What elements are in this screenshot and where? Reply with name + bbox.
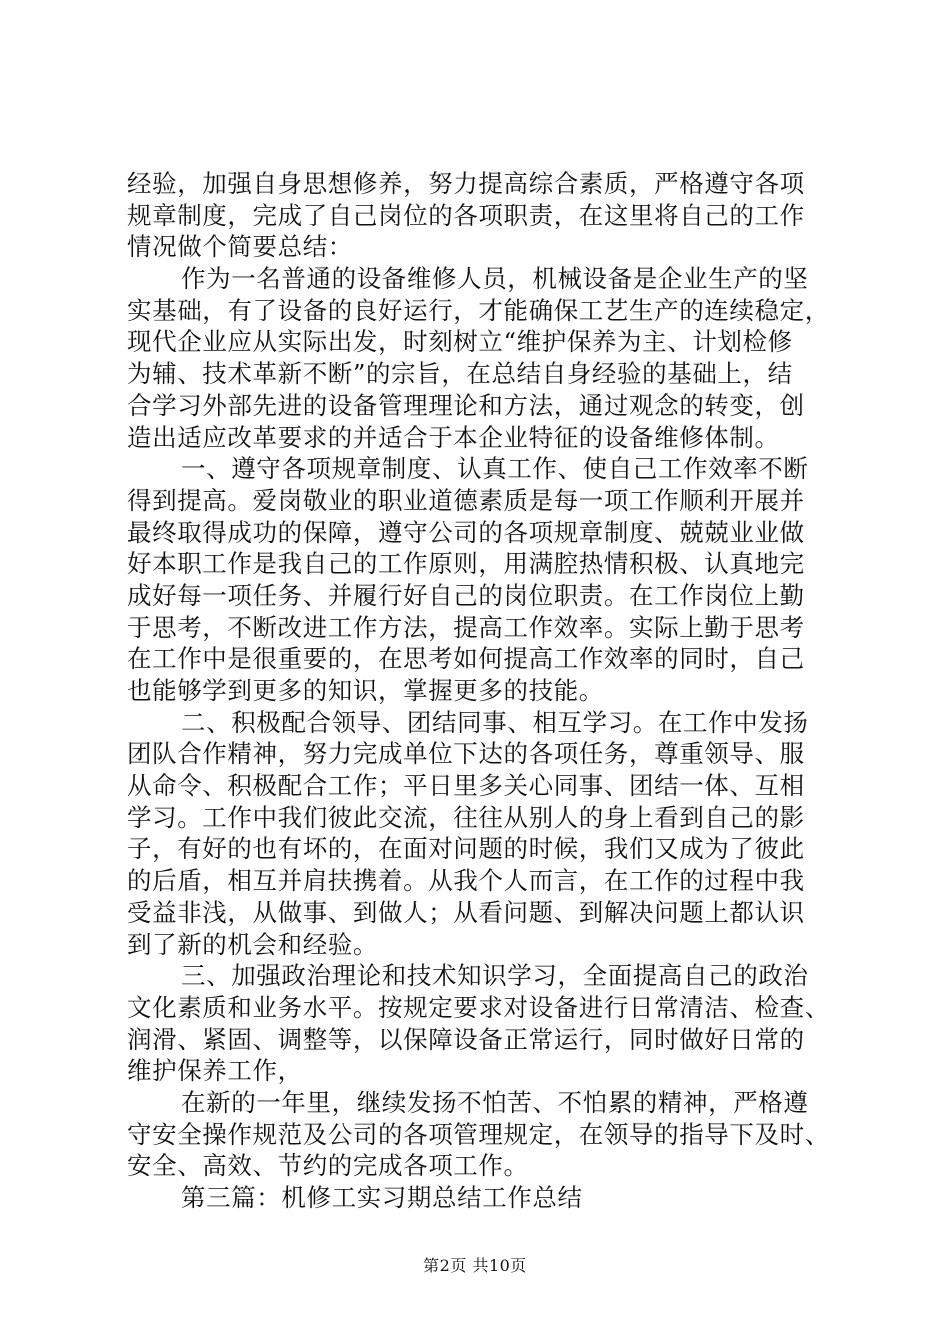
text-line: 成好每一项任务、并履行好自己的岗位职责。在工作岗位上勤 [127, 580, 805, 610]
text-line: 于思考，不断改进工作方法，提高工作效率。实际上勤于思考 [127, 612, 805, 642]
text-line: 守安全操作规范及公司的各项管理规定，在领导的指导下及时、 [127, 1119, 830, 1149]
text-line: 文化素质和业务水平。按规定要求对设备进行日常清洁、检查、 [127, 992, 830, 1022]
text-line: 团队合作精神，努力完成单位下达的各项任务，尊重领导、服 [127, 739, 805, 769]
text-line: 也能够学到更多的知识，掌握更多的技能。 [127, 676, 604, 705]
text-line: 情况做个简要总结： [127, 232, 353, 262]
paragraph-start-line: 作为一名普通的设备维修人员，机械设备是企业生产的坚 [181, 264, 809, 294]
text-line: 造出适应改革要求的并适合于本企业特征的设备维修体制。 [127, 422, 780, 452]
text-line: 好本职工作是我自己的工作原则，用满腔热情积极、认真地完 [127, 549, 805, 579]
text-line: 经验，加强自身思想修养，努力提高综合素质，严格遵守各项 [127, 169, 805, 198]
text-line: 得到提高。爱岗敬业的职业道德素质是每一项工作顺利开展并 [127, 485, 805, 515]
text-line: 现代企业应从实际出发，时刻树立“维护保养为主、计划检修 [127, 327, 793, 357]
text-line: 受益非浅，从做事、到做人；从看问题、到解决问题上都认识 [127, 897, 805, 927]
section-heading-line: 三、加强政治理论和技术知识学习，全面提高自己的政治 [181, 961, 809, 991]
text-line: 从命令、积极配合工作；平日里多关心同事、团结一体、互相 [127, 771, 805, 801]
text-line: 安全、高效、节约的完成各项工作。 [127, 1151, 529, 1181]
text-line: 维护保养工作， [127, 1056, 303, 1086]
section-heading-line: 二、积极配合领导、团结同事、相互学习。在工作中发扬 [181, 707, 809, 737]
text-line: 在工作中是很重要的，在思考如何提高工作效率的同时，自己 [127, 644, 805, 674]
page-number-footer: 第2页 共10页 [423, 1256, 527, 1275]
text-line: 规章制度，完成了自己岗位的各项职责，在这里将自己的工作 [127, 200, 805, 230]
text-line: 实基础，有了设备的良好运行，才能确保工艺生产的连续稳定， [127, 295, 830, 325]
chapter-title-line: 第三篇：机修工实习期总结工作总结 [181, 1183, 583, 1212]
paragraph-start-line: 在新的一年里，继续发扬不怕苦、不怕累的精神，严格遵 [181, 1087, 809, 1117]
text-line: 合学习外部先进的设备管理理论和方法，通过观念的转变，创 [127, 390, 805, 420]
text-line: 子，有好的也有坏的，在面对问题的时候，我们又成为了彼此 [127, 834, 805, 864]
body-text [127, 168, 847, 1214]
text-line: 润滑、紧固、调整等，以保障设备正常运行，同时做好日常的 [127, 1024, 805, 1054]
text-line: 为辅、技术革新不断”的宗旨，在总结自身经验的基础上，结 [127, 359, 793, 389]
text-line: 最终取得成功的保障，遵守公司的各项规章制度、兢兢业业做 [127, 517, 805, 547]
text-line: 到了新的机会和经验。 [127, 929, 378, 959]
text-line: 的后盾，相互并肩扶携着。从我个人而言，在工作的过程中我 [127, 866, 805, 896]
text-line: 学习。工作中我们彼此交流，往往从别人的身上看到自己的影 [127, 802, 805, 832]
section-heading-line: 一、遵守各项规章制度、认真工作、使自己工作效率不断 [181, 454, 809, 484]
